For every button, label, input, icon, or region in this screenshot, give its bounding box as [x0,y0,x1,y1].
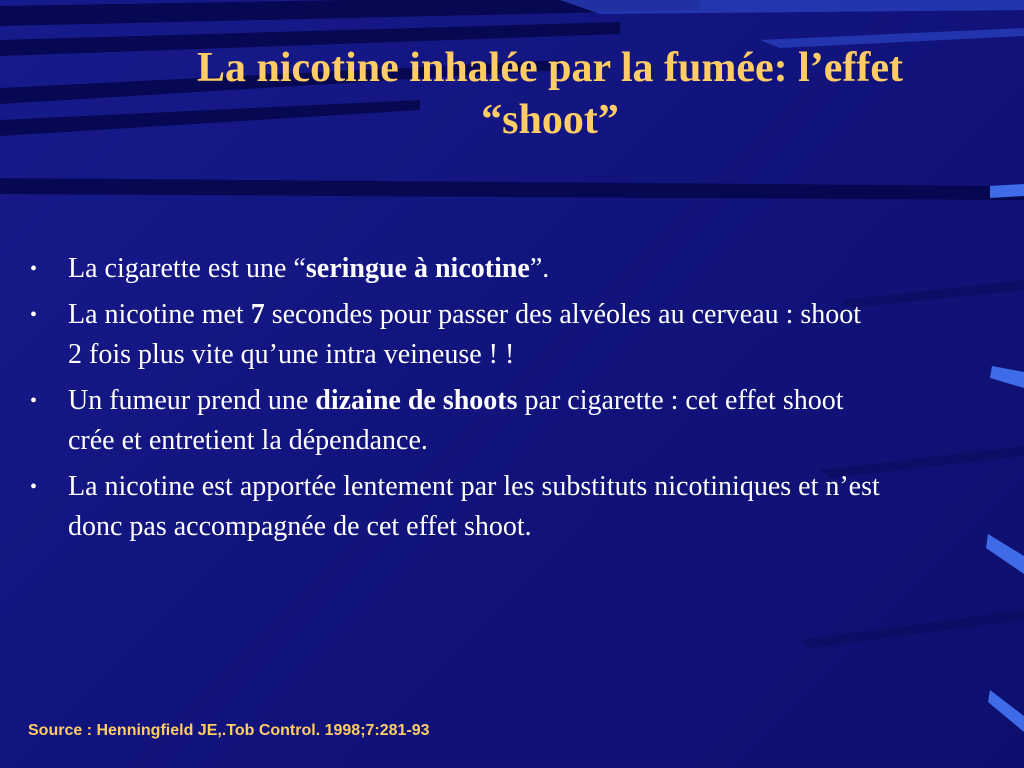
bullet-item [30,381,880,461]
bullet-item [30,249,880,289]
slide-title [95,42,1005,146]
bullet-item [30,295,880,375]
bullet-emphasis: 7 [250,299,265,330]
bullet-text: ”. [529,253,550,284]
bullet-text: La nicotine est apportée lentement par les substituts nicotiniques et n’est donc pas accompagnée de cet effet shoot. [68,471,880,542]
bullet-marker: • [30,304,38,326]
slide-title-line-1: La nicotine inhalée par la fumée: l’effet [196,45,904,91]
bullet-emphasis: seringue à nicotine [305,253,530,284]
bullet-marker: • [30,476,38,498]
bullet-marker: • [30,390,38,412]
bullet-text: La nicotine met [68,299,251,330]
bullet-list [30,249,880,553]
bullet-emphasis: dizaine de shoots [315,385,518,416]
bullet-text: par cigarette : cet effet shoot crée et entretient la dépendance. [68,385,844,456]
bullet-text: secondes pour passer des alvéoles au cerveau : shoot 2 fois plus vite qu’une intra veineuse ! ! [68,299,862,370]
source-citation: Source : Henningfield JE,.Tob Control. 1998;7:281-93 [28,722,430,739]
slide-title-line-2: “shoot” [481,97,619,143]
bullet-text: La cigarette est une “ [68,253,306,284]
bullet-item [30,467,880,547]
bullet-marker: • [30,258,38,280]
bullet-text: Un fumeur prend une [68,385,316,416]
